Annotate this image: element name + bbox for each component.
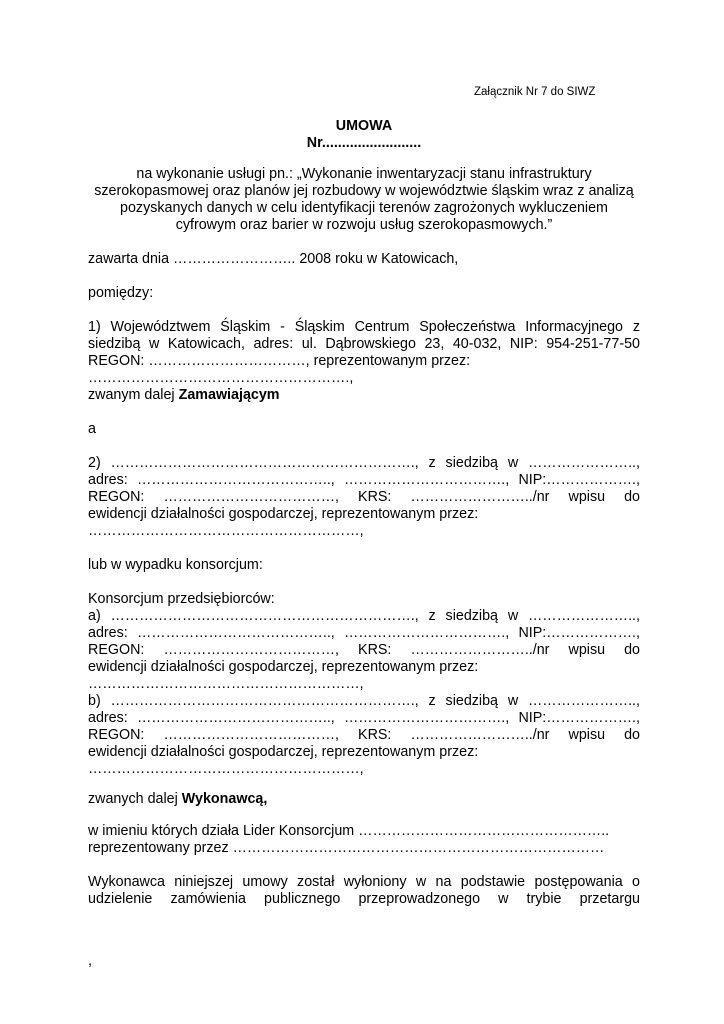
leader-line: w imieniu których działa Lider Konsorcjum …………………………………………….. (88, 823, 610, 839)
subject-line: pozyskanych danych w celu identyfikacji terenów zagrożonych wykluczeniem (120, 200, 608, 216)
party-role-line (88, 387, 280, 404)
contractor-role-line (88, 791, 267, 808)
footer-mark: , (88, 953, 92, 969)
party-line: 1) Województwem Śląskim - Śląskim Centrum Społeczeństwa Informacyjnego z (88, 319, 640, 335)
consortium-line: REGON: ………………………………, KRS: ……………………../nr wpisu do (88, 727, 640, 743)
selection-line: Wykonawca niniejszej umowy został wyłoniony w na podstawie postępowania o (88, 874, 640, 890)
consortium-line: …………………………………………………, (88, 676, 364, 692)
consortium-line: …………………………………………………, (88, 761, 364, 777)
contract-number: Nr......................... (306, 135, 422, 151)
party-line: …………………………………………………, (88, 523, 364, 539)
consortium-line: adres: ………………………………….., ……………………………., NIP:………………., (88, 710, 640, 726)
consortium-line: b) ………………………………………………………., z siedzibą w ………………….., (88, 693, 640, 709)
consortium-heading: Konsorcjum przedsiębiorców: (88, 591, 275, 607)
party-line: siedzibą w Katowicach, adres: ul. Dąbrowskiego 23, 40-032, NIP: 954-251-77-50 (88, 336, 640, 352)
subject-line: szerokopasmowej oraz planów jej rozbudowy w województwie śląskim wraz z analizą (94, 183, 634, 199)
party-line: ewidencji działalności gospodarczej, reprezentowanym przez: (88, 506, 479, 522)
party-line: 2) ………………………………………………………., z siedzibą w ………………….., (88, 455, 640, 471)
consortium-line: ewidencji działalności gospodarczej, reprezentowanym przez: (88, 744, 479, 760)
subject-line: na wykonanie usługi pn.: „Wykonanie inwentaryzacji stanu infrastruktury (136, 166, 592, 182)
consortium-line: adres: ………………………………….., ……………………………., NIP:………………., (88, 625, 640, 641)
consortium-line: REGON: ………………………………, KRS: ……………………../nr wpisu do (88, 642, 640, 658)
consortium-case-label: lub w wypadku konsorcjum: (88, 557, 263, 573)
party-line: adres: ………………………………….., ……………………………., NIP:………………., (88, 472, 640, 488)
and-word: a (88, 421, 96, 437)
subject-line: cyfrowym oraz barier w rozwoju usług szerokopasmowych.” (175, 217, 553, 233)
between-label: pomiędzy: (88, 285, 154, 301)
role-prefix: zwanym dalej (88, 387, 179, 403)
attachment-label: Załącznik Nr 7 do SIWZ (474, 86, 596, 98)
party-line: REGON: ………………………………, KRS: ……………………../nr wpisu do (88, 489, 640, 505)
selection-line: udzielenie zamówienia publicznego przeprowadzonego w trybie przetargu (88, 891, 640, 907)
leader-line: reprezentowany przez …………………………………………………………………… (88, 840, 605, 856)
party-line: ………………………………………………., (88, 370, 354, 386)
role-prefix: zwanych dalej (88, 791, 182, 807)
role-name: Wykonawcą, (181, 791, 268, 807)
concluded-date-line: zawarta dnia …………………….. 2008 roku w Katowicach, (88, 251, 459, 267)
consortium-line: ewidencji działalności gospodarczej, reprezentowanym przez: (88, 659, 479, 675)
contract-title: UMOWA (335, 118, 393, 134)
consortium-line: a) ………………………………………………………., z siedzibą w ………………….., (88, 608, 640, 624)
party-line: REGON: ……………………………, reprezentowanym przez: (88, 353, 471, 369)
role-name: Zamawiającym (178, 387, 280, 403)
